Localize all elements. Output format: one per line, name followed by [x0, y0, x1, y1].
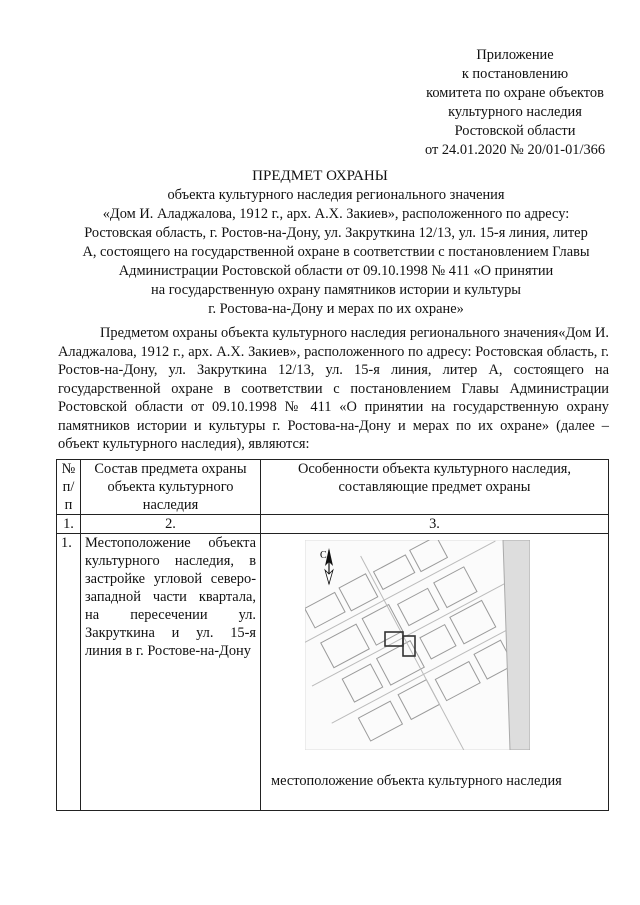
appendix-line: комитета по охране объектов: [426, 85, 604, 101]
subtitle-line: объекта культурного наследия регионального значения: [167, 187, 505, 203]
subtitle-line: на государственную охрану памятников истории и культуры: [151, 282, 521, 298]
map-cell: [261, 534, 609, 811]
protection-table: [56, 459, 609, 811]
column-number: 3.: [261, 515, 609, 534]
table-header-row: [57, 460, 609, 515]
appendix-line: от 24.01.2020 № 20/01-01/366: [424, 142, 606, 158]
subtitle-line: «Дом И. Аладжалова, 1912 г., арх. А.Х. Закиев», расположенного по адресу:: [102, 206, 570, 222]
subtitle-line: г. Ростова-на-Дону и мерах по их охране»: [208, 301, 464, 317]
document-subtitle: [56, 186, 616, 319]
appendix-line: Ростовской области: [454, 123, 576, 139]
column-number: 1.: [57, 515, 81, 534]
intro-paragraph: Предметом охраны объекта культурного наследия регионального значения«Дом И. Аладжалова, 1912 г., арх. А.Х. Закиев», расположенного по адресу: Ростовская область, г. Ростов-на-Дону, ул. Закруткина 12/13, ул. 15-я линия, литер А, состоящего на государственной охране в соответствии с постановлением Главы Администрации Ростовской области от 09.10.1998 № 411 «О принятии на государственную охрану памятников истории и культуры г. Ростова-на-Дону и мерах по их охране» (далее – объект культурного наследия), являются:: [58, 325, 609, 452]
column-number: 2.: [81, 515, 261, 534]
appendix-line: к постановлению: [461, 66, 569, 82]
location-map: [305, 540, 530, 750]
appendix-block: [400, 46, 630, 160]
compass-label: С: [320, 550, 327, 561]
appendix-line: Приложение: [476, 47, 554, 63]
subtitle-line: Администрации Ростовской области от 09.10.1998 № 411 «О принятии: [118, 263, 554, 279]
location-description: Местоположение объекта культурного наследия, в застройке угловой северо-западной части квартала, на пересечении ул. Закруткина и ул. 15-я линия в г. Ростове-на-Дону: [81, 534, 261, 811]
header-number: № п/п: [57, 460, 81, 515]
appendix-line: культурного наследия: [448, 104, 582, 120]
subtitle-line: Ростовская область, г. Ростов-на-Дону, ул. Закруткина 12/13, ул. 15-я линия, литер: [84, 225, 588, 241]
table-row: [57, 534, 609, 811]
table-numbering-row: [57, 515, 609, 534]
map-caption: местоположение объекта культурного наследия: [271, 773, 562, 789]
header-subject: Состав предмета охраны объекта культурного наследия: [81, 460, 261, 515]
document-title: ПРЕДМЕТ ОХРАНЫ: [252, 168, 388, 184]
header-features: Особенности объекта культурного наследия, составляющие предмет охраны: [261, 460, 609, 515]
row-number: 1.: [57, 534, 81, 811]
subtitle-line: А, состоящего на государственной охране в соответствии с постановлением Главы: [82, 244, 590, 260]
